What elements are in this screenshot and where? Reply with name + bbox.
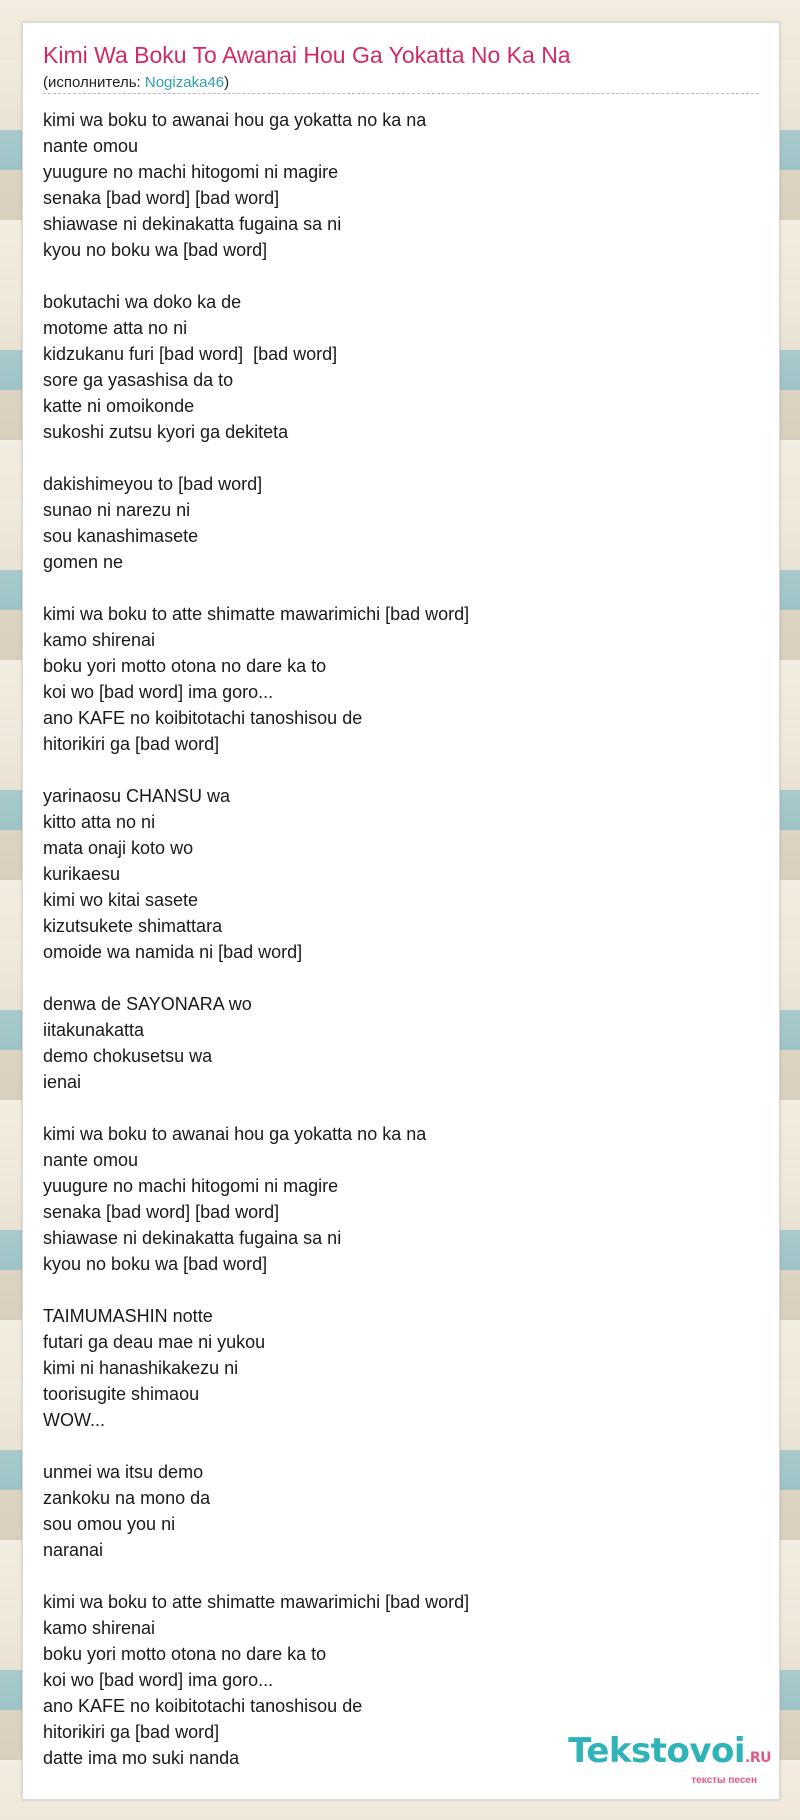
lyrics-card (22, 22, 780, 1800)
lyric-line: yuugure no machi hitogomi ni magire (43, 1176, 339, 1196)
lyric-line: bokutachi wa doko ka de (43, 292, 242, 312)
lyric-line: senaka [bad word] [bad word] (43, 188, 280, 208)
lyric-line: kurikaesu (43, 864, 121, 884)
lyric-line: shiawase ni dekinakatta fugaina sa ni (43, 214, 342, 234)
lyric-line: kimi wa boku to awanai hou ga yokatta no ka na (43, 1124, 427, 1144)
lyric-line: kyou no boku wa [bad word] (43, 240, 268, 260)
stanza-break (43, 757, 759, 783)
lyric-line: sou kanashimasete (43, 526, 199, 546)
lyric-line: omoide wa namida ni [bad word] (43, 942, 303, 962)
stanza-break (43, 1563, 759, 1589)
lyric-line: TAIMUMASHIN notte (43, 1306, 213, 1326)
lyric-line: yuugure no machi hitogomi ni magire (43, 162, 339, 182)
lyric-line: sore ga yasashisa da to (43, 370, 234, 390)
artist-suffix: ) (224, 74, 230, 91)
lyric-line: mata onaji koto wo (43, 838, 194, 858)
lyric-line: kyou no boku wa [bad word] (43, 1254, 268, 1274)
song-title: Kimi Wa Boku To Awanai Hou Ga Yokatta No Ka Na (43, 42, 571, 68)
lyric-line: katte ni omoikonde (43, 396, 195, 416)
lyric-line: kidzukanu furi [bad word] [bad word] (43, 344, 338, 364)
lyric-line: toorisugite shimaou (43, 1384, 200, 1404)
artist-line (43, 74, 229, 91)
lyric-line: ano KAFE no koibitotachi tanoshisou de (43, 708, 363, 728)
lyric-line: hitorikiri ga [bad word] (43, 734, 220, 754)
lyric-line: koi wo [bad word] ima goro... (43, 682, 274, 702)
artist-prefix: (исполнитель: (43, 74, 145, 91)
lyric-line: nante omou (43, 1150, 139, 1170)
logo-tld: .RU (745, 1750, 771, 1766)
lyric-line: denwa de SAYONARA wo (43, 994, 252, 1014)
lyric-line: kimi wa boku to awanai hou ga yokatta no ka na (43, 110, 427, 130)
artist-link[interactable]: Nogizaka46 (144, 74, 225, 91)
lyric-line: dakishimeyou to [bad word] (43, 474, 263, 494)
stanza-break (43, 1433, 759, 1459)
lyric-line: boku yori motto otona no dare ka to (43, 1644, 327, 1664)
lyric-line: WOW... (43, 1410, 105, 1430)
lyric-line: sou omou you ni (43, 1514, 176, 1534)
lyric-line: sunao ni narezu ni (43, 500, 191, 520)
lyric-line: motome atta no ni (43, 318, 188, 338)
stanza-break (43, 1277, 759, 1303)
lyric-line: shiawase ni dekinakatta fugaina sa ni (43, 1228, 342, 1248)
lyric-line: kimi wo kitai sasete (43, 890, 199, 910)
lyric-line: senaka [bad word] [bad word] (43, 1202, 280, 1222)
lyric-line: kizutsukete shimattara (43, 916, 223, 936)
divider (43, 93, 759, 94)
stanza-break (43, 445, 759, 471)
lyric-line: futari ga deau mae ni yukou (43, 1332, 266, 1352)
stanza-break (43, 965, 759, 991)
lyric-line: unmei wa itsu demo (43, 1462, 204, 1482)
lyric-line: kamo shirenai (43, 630, 156, 650)
stanza-break (43, 575, 759, 601)
lyric-line: ano KAFE no koibitotachi tanoshisou de (43, 1696, 363, 1716)
lyric-line: nante omou (43, 136, 139, 156)
lyric-line: ienai (43, 1072, 82, 1092)
stanza-break (43, 263, 759, 289)
logo-name: Tekstovoi (568, 1731, 746, 1771)
lyric-line: sukoshi zutsu kyori ga dekiteta (43, 422, 289, 442)
lyric-line: koi wo [bad word] ima goro... (43, 1670, 274, 1690)
logo-tagline: тексты песен (691, 1775, 757, 1786)
lyrics-body (43, 107, 759, 1771)
lyric-line: kimi wa boku to atte shimatte mawarimichi [bad word] (43, 604, 470, 624)
lyric-line: demo chokusetsu wa (43, 1046, 213, 1066)
lyric-line: hitorikiri ga [bad word] (43, 1722, 220, 1742)
lyric-line: kitto atta no ni (43, 812, 156, 832)
lyric-line: zankoku na mono da (43, 1488, 211, 1508)
lyric-line: datte ima mo suki nanda (43, 1748, 240, 1768)
stanza-break (43, 1095, 759, 1121)
site-logo[interactable] (568, 1731, 771, 1787)
lyric-line: gomen ne (43, 552, 124, 572)
lyric-line: kamo shirenai (43, 1618, 156, 1638)
lyric-line: yarinaosu CHANSU wa (43, 786, 231, 806)
lyric-line: boku yori motto otona no dare ka to (43, 656, 327, 676)
lyric-line: kimi wa boku to atte shimatte mawarimichi [bad word] (43, 1592, 470, 1612)
lyric-line: iitakunakatta (43, 1020, 145, 1040)
lyric-line: kimi ni hanashikakezu ni (43, 1358, 239, 1378)
lyric-line: naranai (43, 1540, 104, 1560)
